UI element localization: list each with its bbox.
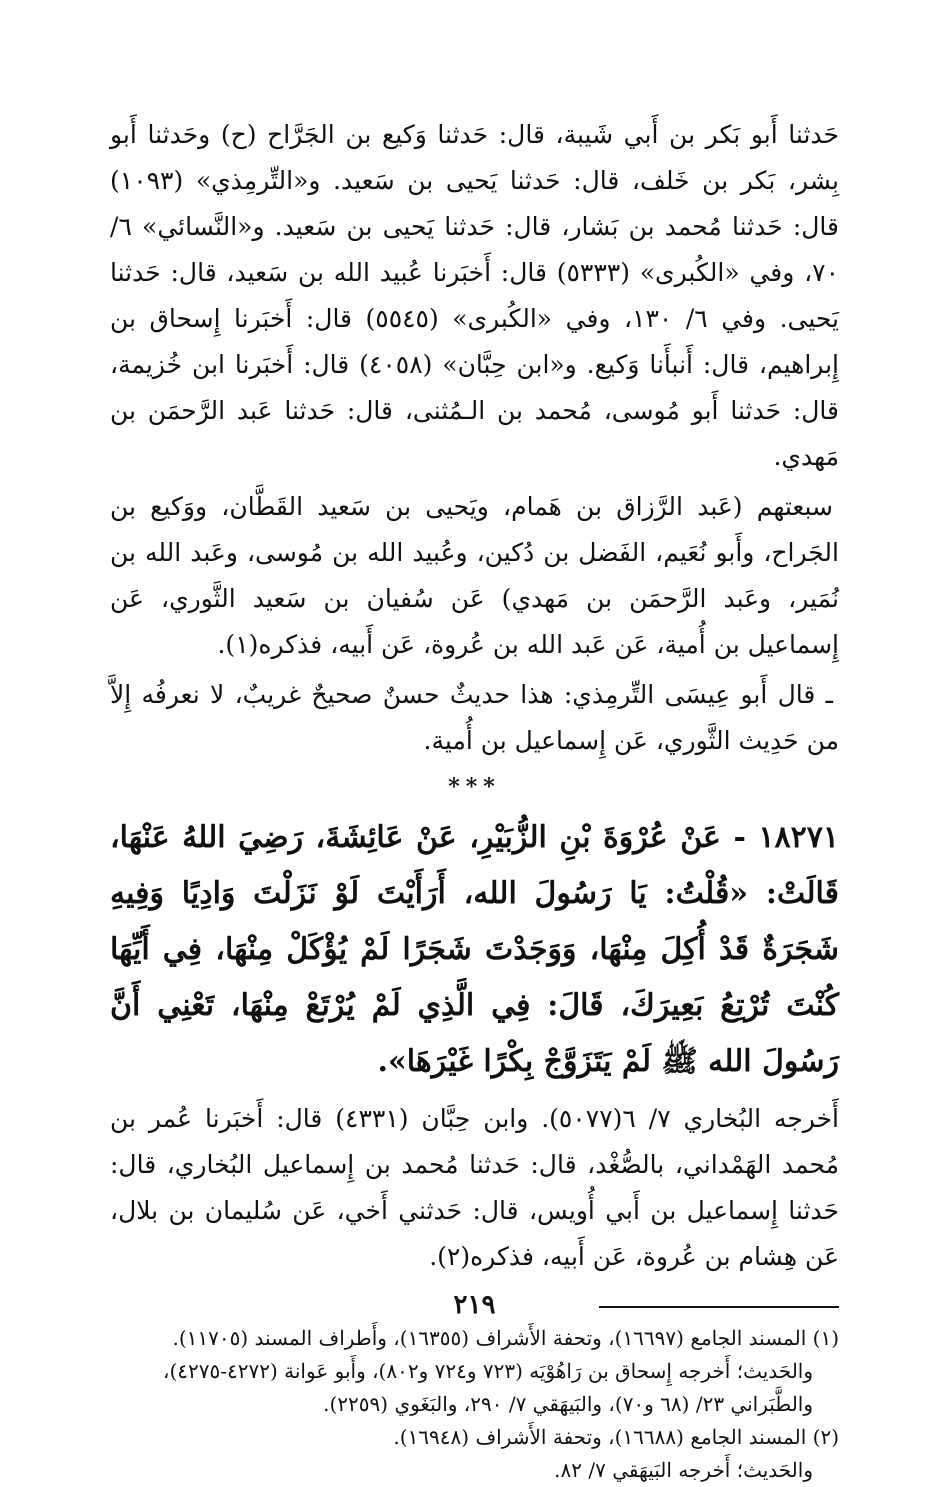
tirmidhi-comment: ـ قال أَبو عِيسَى التِّرمِذي: هذا حديثٌ حسنٌ صحيحٌ غريبٌ، لا نعرفُه إِلاَّ من حَدِيث الثَّوري، عَن إِسماعيل بن أُمية. bbox=[110, 680, 839, 755]
hadith-number: ١٨٢٧١ bbox=[758, 820, 839, 855]
hadith-text-block bbox=[110, 810, 839, 1090]
hadith-dash: - bbox=[720, 820, 746, 855]
footnote-2-detail: والحَديث؛ أَخرجه البَيهَقي ٧/ ٨٢. bbox=[554, 1458, 813, 1482]
page-number: ٢١٩ bbox=[453, 1290, 496, 1320]
footnote-1-detail: والحَديث؛ أَخرجه إِسحاق بن رَاهُوْيَه (٧٢٣ و٧٢٤ و٨٠٢)، وأَبو عَوانة (٤٢٧٢-٤٢٧٥)، والطَّبَراني ٢٣/ (٦٨ و٧٠)، والبَيهَقي ٧/ ٢٩٠، والبَغَوي (٢٢٥٩). bbox=[163, 1359, 813, 1416]
footnote-2: (٢) المسند الجامع (١٦٦٨٨)، وتحفة الأَشراف (١٦٩٤٨). bbox=[393, 1425, 839, 1449]
narrators-paragraph: سبعتهم (عَبد الرَّزاق بن هَمام، ويَحيى بن سَعيد القَطَّان، ووَكيع بن الجَراح، وأَبو نُعَيم، الفَضل بن دُكين، وعُبيد الله بن مُوسى، وعَبد الله بن نُمَير، وعَبد الرَّحمَن بن مَهدي) عَن سُفيان بن سَعيد الثَّوري، عَن إِسماعيل بن أُمية، عَن عَبد الله بن عُروة، عَن أَبيه، فذكره(١). bbox=[110, 492, 839, 659]
takhrij-paragraph: أَخرجه البُخاري ٧/ ٦(٥٠٧٧). وابن حِبَّان (٤٣٣١) قال: أَخبَرنا عُمر بن مُحمد الهَمْداني، بالصُّغْد، قال: حَدثنا مُحمد بن إِسماعيل البُخاري، قال: حَدثنا إِسماعيل بن أَبي أُويس، قال: حَدثني أَخي، عَن سُليمان بن بلال، عَن هِشام بن عُروة، عَن أَبيه، فذكره(٢). bbox=[110, 1104, 840, 1271]
section-separator: *** bbox=[448, 774, 501, 800]
hadith-text: عَنْ عُرْوَةَ بْنِ الزُّبَيْرِ، عَنْ عَائِشَةَ، رَضِيَ اللهُ عَنْهَا، قَالَتْ: «قُلْتُ: يَا رَسُولَ الله، أَرَأَيْتَ لَوْ نَزَلْتَ وَادِيًا وَفِيهِ شَجَرَةٌ قَدْ أُكِلَ مِنْهَا، وَوَجَدْتَ شَجَرًا لَمْ يُؤْكَلْ مِنْهَا، فِي أَيِّهَا كُنْتَ تُرْتِعُ بَعِيرَكَ، قَالَ: فِي الَّذِي لَمْ يُرْتَعْ مِنْهَا، تَعْنِي أَنَّ رَسُولَ الله ﷺ لَمْ يَتَزَوَّجْ بِكْرًا غَيْرَهَا». bbox=[110, 820, 839, 1079]
footnote-1: (١) المسند الجامع (١٦٦٩٧)، وتحفة الأَشراف (١٦٣٥٥)، وأَطراف المسند (١١٧٠٥). bbox=[172, 1326, 839, 1350]
chain-paragraph: حَدثنا أَبو بَكر بن أَبي شَيبة، قال: حَدثنا وَكيع بن الجَرَّاح (ح) وحَدثنا أَبو بِشر، بَكر بن خَلف، قال: حَدثنا يَحيى بن سَعيد. و«التِّرمِذي» (١٠٩٣) قال: حَدثنا مُحمد بن بَشار، قال: حَدثنا يَحيى بن سَعيد. و«النَّسائي» ٦/ ٧٠، وفي «الكُبرى» (٥٣٣٣) قال: أَخبَرنا عُبيد الله بن سَعيد، قال: حَدثنا يَحيى. وفي ٦/ ١٣٠، وفي «الكُبرى» (٥٥٤٥) قال: أَخبَرنا إِسحاق بن إِبراهيم، قال: أَنبأَنا وَكيع. و«ابن حِبَّان» (٤٠٥٨) قال: أَخبَرنا ابن خُزيمة، قال: حَدثنا أَبو مُوسى، مُحمد بن الـمُثنى، قال: حَدثنا عَبد الرَّحمَن بن مَهدي. bbox=[110, 120, 840, 471]
